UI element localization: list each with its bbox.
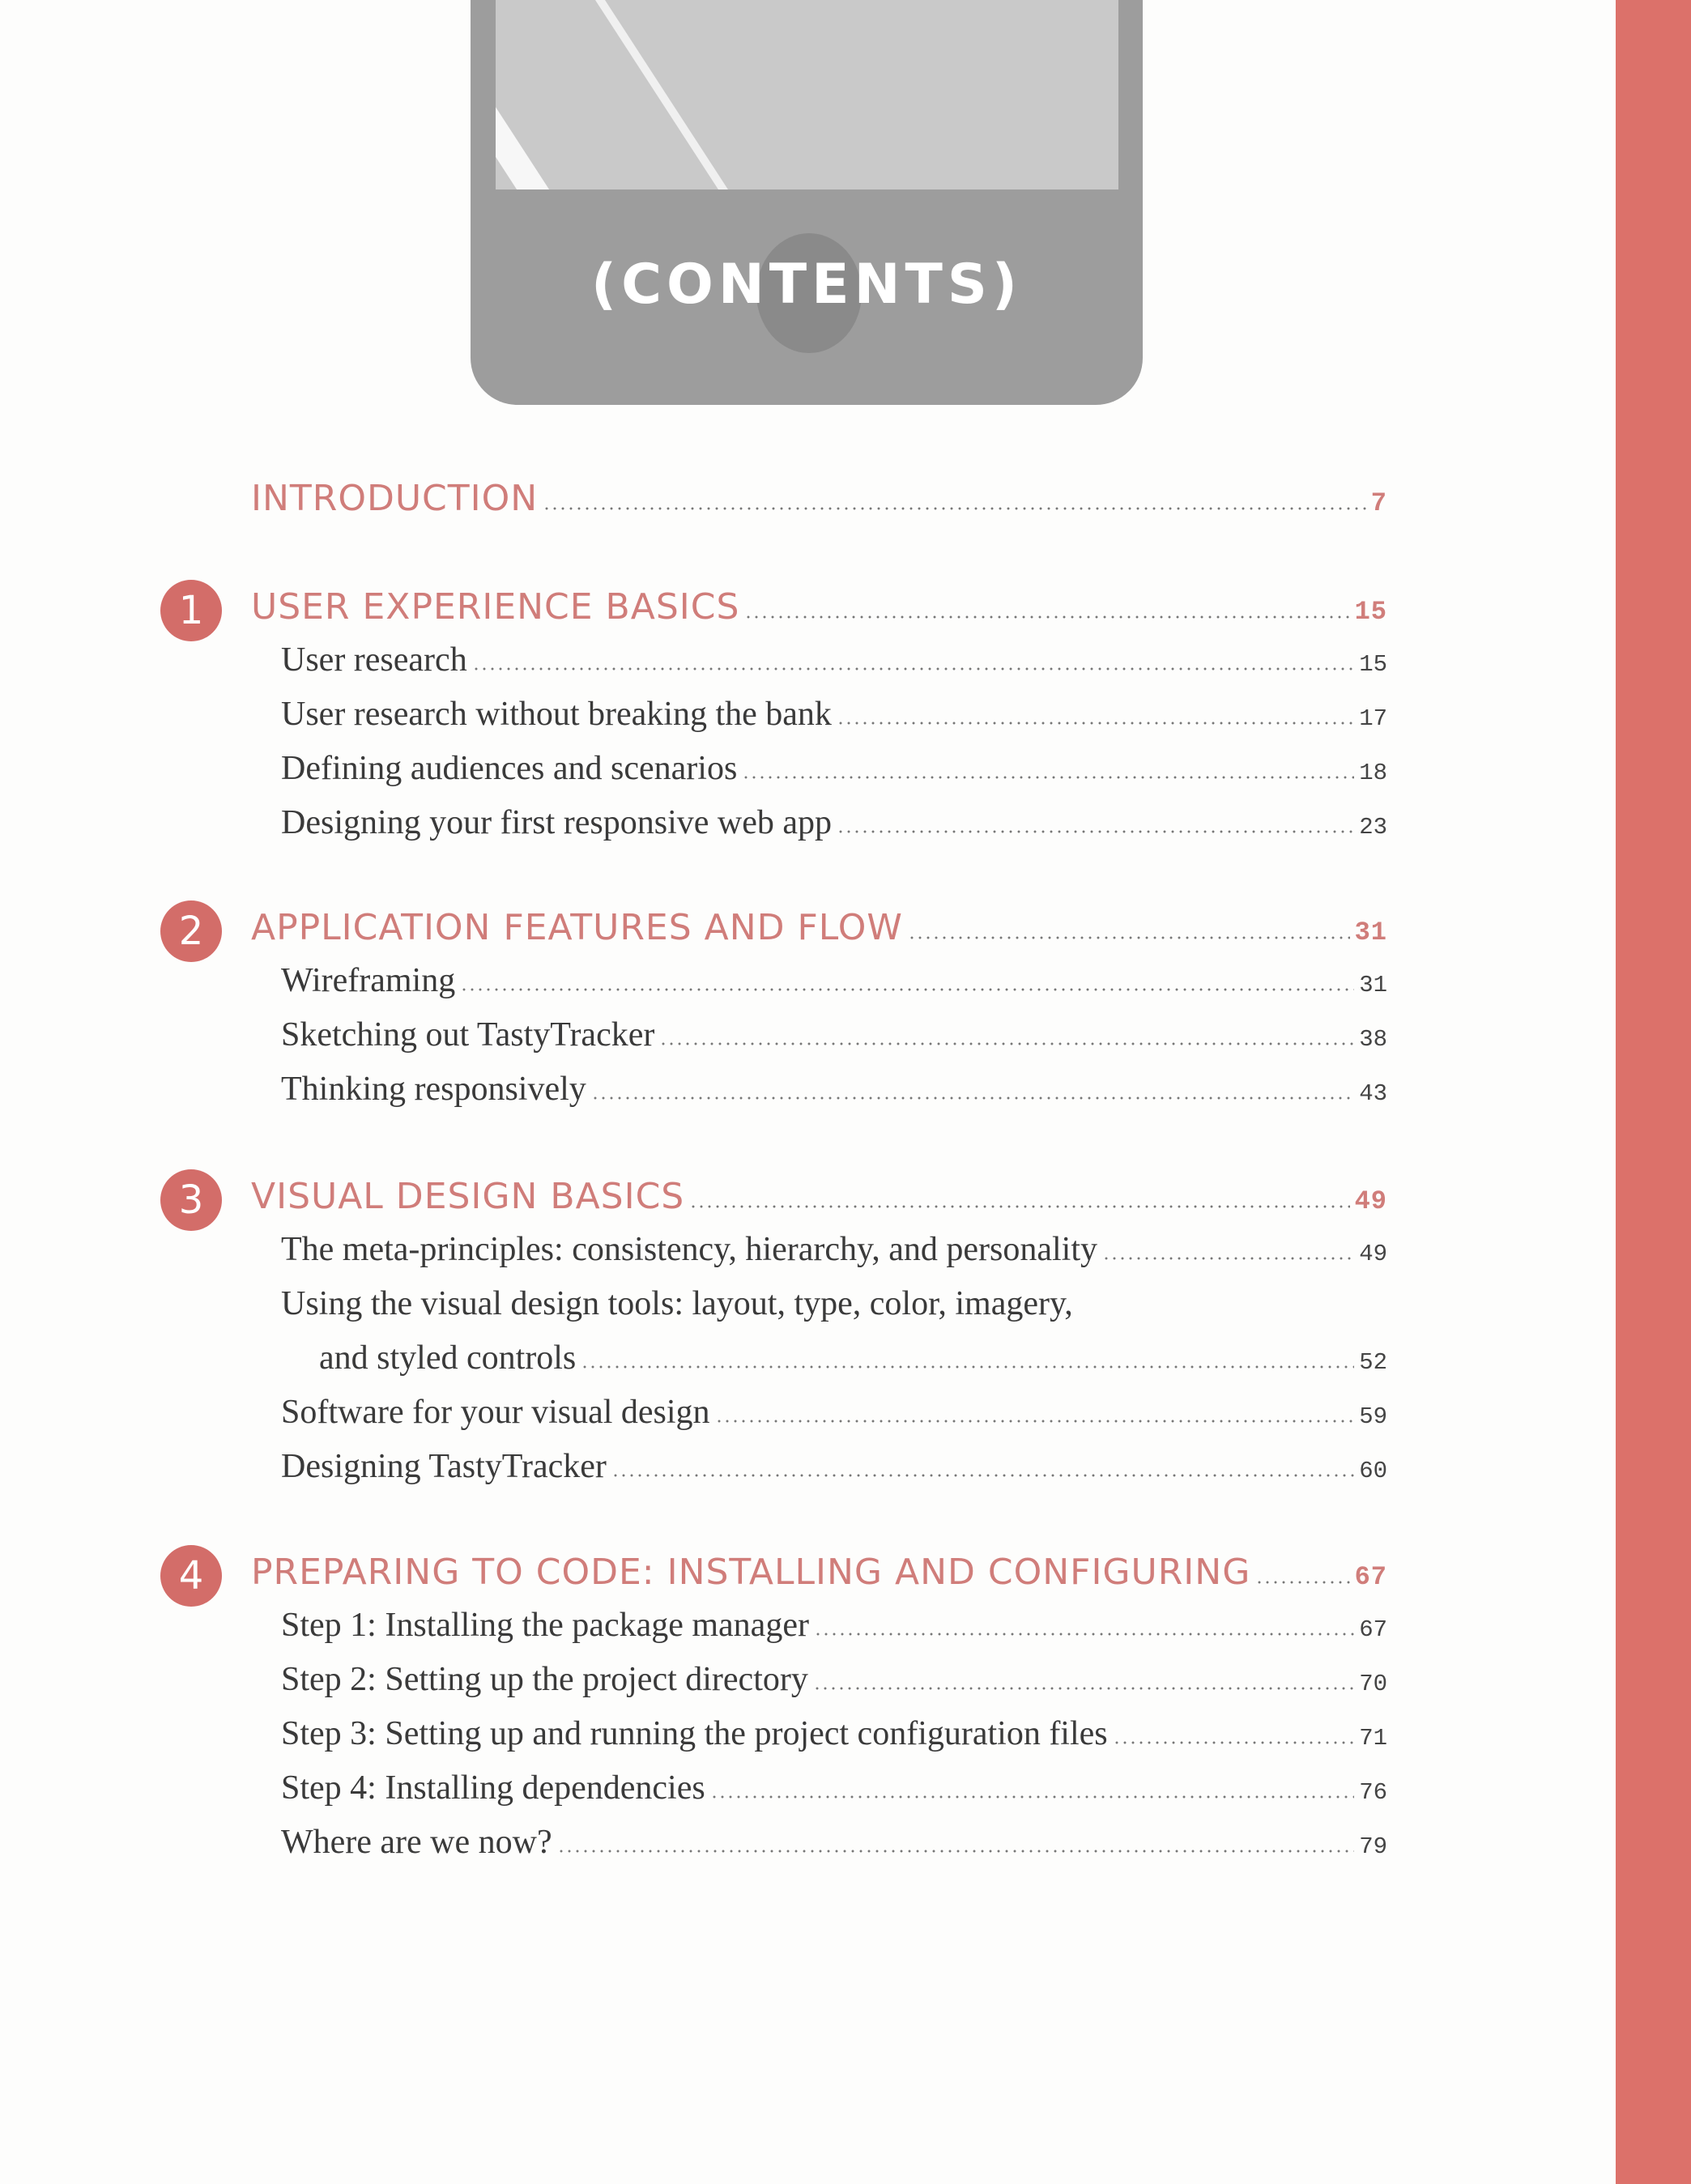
- page-number: 71: [1359, 1725, 1387, 1752]
- chapter-heading[interactable]: [251, 1552, 1387, 1606]
- entry-label: User research: [281, 641, 467, 679]
- dot-leader: [689, 1205, 1349, 1208]
- entry-label: The meta-principles: consistency, hierarchy, and personality: [281, 1231, 1098, 1268]
- page-number: 31: [1359, 972, 1387, 998]
- entry-label: Thinking responsively: [281, 1071, 586, 1108]
- chapter-number-badge: 2: [160, 900, 222, 962]
- dot-leader: [460, 988, 1354, 991]
- dot-leader: [659, 1042, 1354, 1045]
- chapter-heading[interactable]: [251, 907, 1387, 961]
- dot-leader: [1255, 1581, 1349, 1584]
- page-number: 15: [1354, 597, 1387, 627]
- dot-leader: [814, 1633, 1354, 1636]
- toc-entry[interactable]: [281, 1393, 1387, 1447]
- entry-label: PREPARING TO CODE: INSTALLING AND CONFIGURING: [251, 1552, 1251, 1593]
- dot-leader: [472, 667, 1355, 671]
- entry-label: Sketching out TastyTracker: [281, 1016, 655, 1054]
- toc-entry[interactable]: [281, 1606, 1387, 1660]
- entry-label: Step 2: Setting up the project directory: [281, 1661, 808, 1698]
- entry-label: User research without breaking the bank: [281, 696, 832, 733]
- entry-label: Using the visual design tools: layout, type, color, imagery,: [281, 1285, 1073, 1322]
- chapter-number-badge: 1: [160, 580, 222, 641]
- page-number: 15: [1359, 651, 1387, 678]
- phone-illustration: [471, 0, 1143, 405]
- page-number: 18: [1359, 760, 1387, 786]
- toc-entry[interactable]: [281, 1714, 1387, 1769]
- entry-label: Wireframing: [281, 962, 456, 999]
- toc-introduction[interactable]: [251, 478, 1387, 532]
- toc-entry[interactable]: [281, 1070, 1387, 1124]
- page-number: 67: [1354, 1562, 1387, 1592]
- chapter-number-badge: 3: [160, 1169, 222, 1231]
- dot-leader: [543, 507, 1366, 510]
- chapter-heading[interactable]: [251, 586, 1387, 641]
- page-title: (CONTENTS): [591, 253, 1022, 317]
- toc-entry[interactable]: [281, 961, 1387, 1015]
- dot-leader: [813, 1687, 1354, 1690]
- entry-label: Step 3: Setting up and running the project configuration files: [281, 1715, 1108, 1752]
- dot-leader: [710, 1795, 1354, 1799]
- dot-leader: [557, 1850, 1355, 1853]
- toc-entry[interactable]: [281, 749, 1387, 803]
- entry-label: Step 4: Installing dependencies: [281, 1769, 705, 1807]
- entry-label: APPLICATION FEATURES AND FLOW: [251, 907, 903, 948]
- chapter-number-badge: 4: [160, 1545, 222, 1607]
- entry-label: VISUAL DESIGN BASICS: [251, 1176, 685, 1217]
- dot-leader: [611, 1474, 1354, 1477]
- dot-leader: [837, 830, 1354, 833]
- toc-entry[interactable]: [281, 1015, 1387, 1070]
- dot-leader: [837, 722, 1354, 725]
- dot-leader: [1102, 1257, 1354, 1260]
- screen-glare: [496, 0, 552, 189]
- page-number: 23: [1359, 814, 1387, 841]
- page-number: 49: [1354, 1186, 1387, 1216]
- phone-screen: [496, 0, 1118, 189]
- page-number: 60: [1359, 1458, 1387, 1484]
- page-number: 79: [1359, 1833, 1387, 1860]
- page-number: 31: [1354, 917, 1387, 947]
- toc-entry[interactable]: [281, 1769, 1387, 1823]
- dot-leader: [1113, 1741, 1355, 1744]
- entry-label: USER EXPERIENCE BASICS: [251, 586, 740, 628]
- dot-leader: [744, 615, 1349, 619]
- entry-label: INTRODUCTION: [251, 478, 539, 519]
- dot-leader: [908, 936, 1350, 939]
- page-number: 43: [1359, 1080, 1387, 1107]
- page-number: 17: [1359, 705, 1387, 732]
- toc-entry[interactable]: [281, 1230, 1387, 1284]
- page-edge-bar: [1616, 0, 1691, 2184]
- toc-entry[interactable]: [281, 1823, 1387, 1877]
- entry-label: Designing your first responsive web app: [281, 804, 833, 841]
- dot-leader: [581, 1365, 1354, 1369]
- chapter-heading[interactable]: [251, 1176, 1387, 1230]
- toc-entry[interactable]: [281, 1284, 1387, 1339]
- entry-label: and styled controls: [319, 1339, 577, 1377]
- dot-leader: [591, 1096, 1354, 1100]
- entry-label: Where are we now?: [281, 1824, 552, 1861]
- page-number: 49: [1359, 1241, 1387, 1267]
- entry-label: Software for your visual design: [281, 1394, 710, 1431]
- page-number: 70: [1359, 1671, 1387, 1697]
- toc-entry[interactable]: [281, 803, 1387, 858]
- entry-label: Defining audiences and scenarios: [281, 750, 738, 787]
- toc-entry[interactable]: [281, 641, 1387, 695]
- toc-entry[interactable]: [281, 695, 1387, 749]
- page-number: 7: [1370, 488, 1387, 518]
- page-number: 52: [1359, 1349, 1387, 1376]
- page-number: 38: [1359, 1026, 1387, 1053]
- page-number: 59: [1359, 1403, 1387, 1430]
- page-number: 76: [1359, 1779, 1387, 1806]
- entry-label: Designing TastyTracker: [281, 1448, 607, 1485]
- dot-leader: [715, 1420, 1355, 1423]
- page-number: 67: [1359, 1616, 1387, 1643]
- toc-entry[interactable]: [281, 1660, 1387, 1714]
- toc-entry-continuation[interactable]: [319, 1339, 1387, 1393]
- dot-leader: [742, 776, 1354, 779]
- toc-entry[interactable]: [281, 1447, 1387, 1501]
- entry-label: Step 1: Installing the package manager: [281, 1607, 809, 1644]
